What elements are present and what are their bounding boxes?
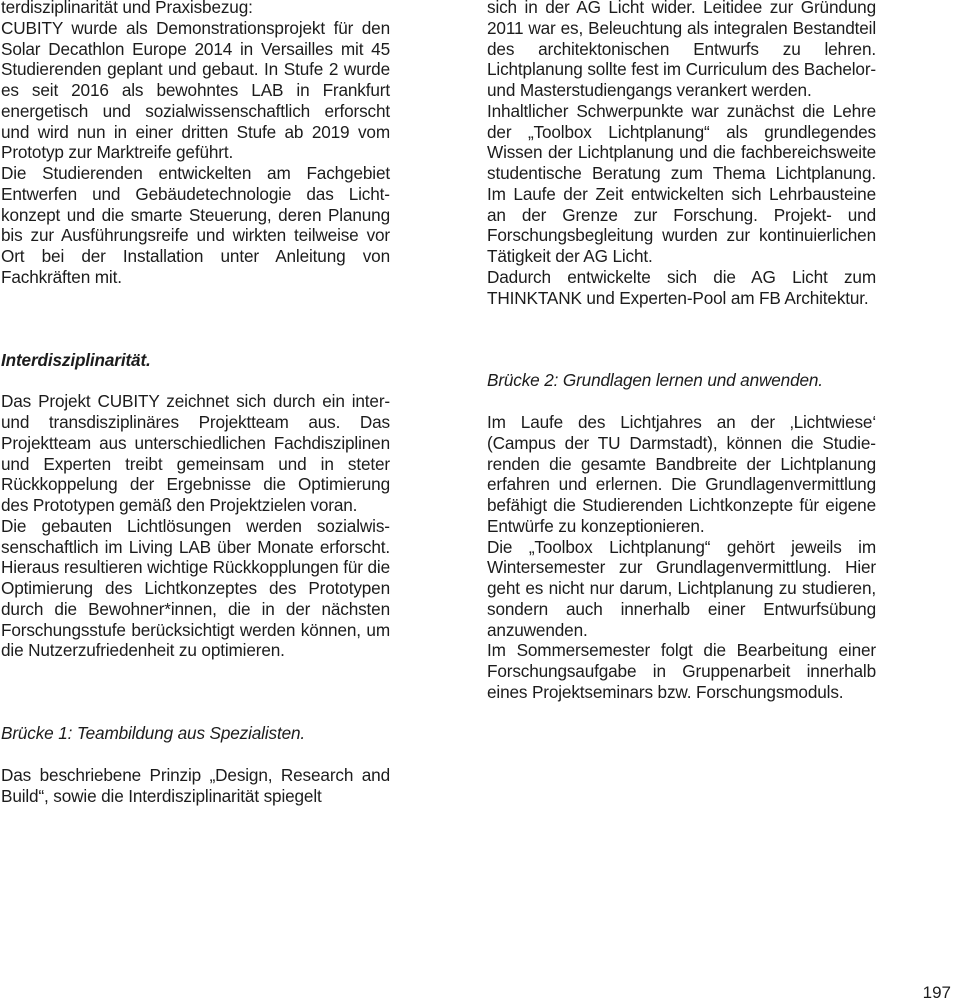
paragraph-toolbox: Die „Toolbox Lichtplanung“ gehört jeweils im Wintersemester zur Grundlagenvermittlung. Hier geht es nicht nur darum, Lichtplanung zu studieren, sondern auch innerhalb einer Entwurfsübung anzuwenden. (487, 536, 876, 640)
paragraph-ag-licht: sich in der AG Licht wider. Leitidee zur Gründung 2011 war es, Beleuchtung als integralen Bestandteil des architektonischen Entwurfs zu lehren. Lichtplanung sollte fest im Curriculum des Bachelor- und Masterstudiengangs verankert werden. (487, 0, 876, 100)
page-number: 197 (922, 983, 951, 1002)
spacer (487, 391, 876, 412)
paragraph-solutions: Die gebauten Lichtlösungen werden sozialwissenschaftlich im Living LAB über Monate erforscht. Hieraus resultieren wichtige Rückkopplungen für die Optimierung des Lichtkonzeptes des Prototypen durch die Bewohner*innen, die in der nächsten Forschungsstufe berücksichtigt werden können, um die Nutzerzufriedenheit zu optimieren. (1, 515, 390, 661)
paragraph-principle: Das beschriebene Prinzip „Design, Research and Build“, sowie die Interdisziplinarität spiegelt (1, 764, 390, 806)
spacer (487, 308, 876, 370)
heading-bridge-2: Brücke 2: Grundlagen lernen und anwenden. (487, 370, 823, 391)
paragraph-thinktank: Dadurch entwickelte sich die AG Licht zum THINKTANK und Experten-Pool am FB Architektur. (487, 266, 876, 308)
intro-line: terdisziplinarität und Praxisbezug: (1, 0, 253, 17)
paragraph-students: Die Studierenden entwickelten am Fachgebiet Entwerfen und Gebäudetechnologie das Lichtkonzept und die smarte Steuerung, deren Planung bis zur Ausführungsreife und wirkten teilweise vor Ort bei der Installation unter Anleitung von Fachkräften mit. (1, 163, 390, 287)
spacer (1, 370, 390, 391)
paragraph-lichtjahr: Im Laufe des Lichtjahres an der ‚Lichtwiese‘ (Campus der TU Darmstadt), können die Studierenden die gesamte Bandbreite der Lichtplanung erfahren und erlernen. Die Grundlagenvermittlung befähigt die Studierenden Lichtkonzepte für eigene Entwürfe zu konzeptionieren. (487, 412, 876, 536)
heading-interdisciplinarity: Interdisziplinarität. (1, 349, 151, 370)
paragraph-summer: Im Sommersemester folgt die Bearbeitung einer Forschungsaufgabe in Gruppenarbeit innerhalb eines Projektseminars bzw. Forschungsmoduls. (487, 640, 876, 702)
spacer (1, 288, 390, 350)
spacer (1, 661, 390, 723)
heading-bridge-1: Brücke 1: Teambildung aus Spezialisten. (1, 723, 306, 743)
paragraph-focus: Inhaltlicher Schwerpunkte war zunächst die Lehre der „Toolbox Lichtplanung“ als grundlegendes Wissen der Lichtplanung und die fachbereichsweite studentische Beratung zum Thema Lichtplanung. Im Laufe der Zeit entwickelten sich Lehrbausteine an der Grenze zur Forschung. Projekt- und Forschungsbegleitung wurden zur kontinuierlichen Tätigkeit der AG Licht. (487, 100, 876, 266)
paragraph-cubity: CUBITY wurde als Demonstrationsprojekt für den Solar Decathlon Europe 2014 in Versailles mit 45 Studierenden geplant und gebaut. In Stufe 2 wurde es seit 2016 als bewohntes LAB in Frankfurt energetisch und sozialwissenschaftlich erforscht und wird nun in einer dritten Stufe ab 2019 vom Prototyp zur Marktreife geführt. (1, 17, 390, 163)
right-column (487, 0, 876, 703)
spacer (1, 744, 390, 765)
paragraph-team: Das Projekt CUBITY zeichnet sich durch ein inter- und transdisziplinäres Projektteam aus. Das Projektteam aus unterschiedlichen Fachdisziplinen und Experten treibt gemeinsam und in steter Rückkoppelung der Ergebnisse die Optimierung des Prototypen gemäß den Projektzielen voran. (1, 391, 390, 515)
left-column (1, 0, 390, 806)
